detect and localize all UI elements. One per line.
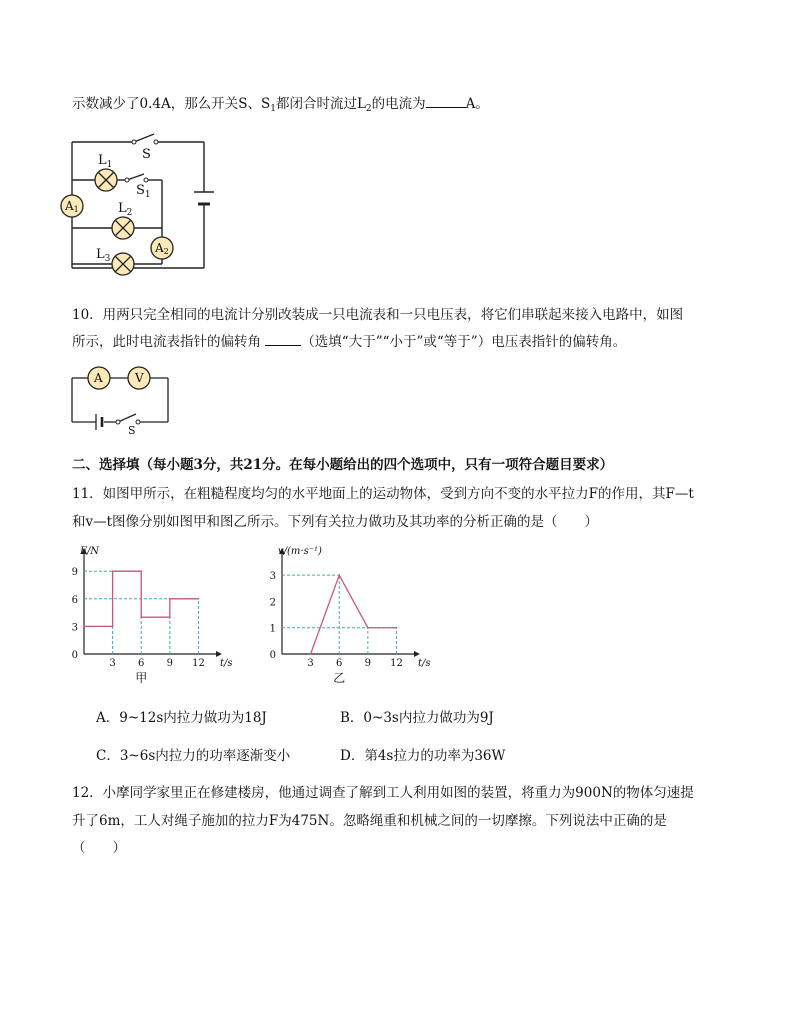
switch-s-label: S	[142, 147, 151, 162]
y-tick-label: 6	[71, 594, 78, 606]
y-tick-label: 0	[269, 650, 276, 661]
x-tick-label: 9	[364, 658, 372, 669]
lamp-l3-label: $L_3$	[96, 247, 111, 264]
x-tick-label: 12	[192, 658, 205, 669]
x-tick-label: 12	[390, 658, 403, 669]
f-t-chart	[60, 546, 233, 688]
circuit-diagram-1	[62, 130, 222, 276]
data-point	[367, 627, 369, 629]
y-tick-label: 1	[269, 623, 276, 635]
x-axis-arrow	[216, 651, 222, 657]
q9-part1: 示数减少了0.4A，那么开关S、S	[72, 96, 271, 112]
switch-s1-label: $S_1$	[136, 183, 151, 200]
y-tick-label: 9	[71, 567, 78, 579]
chart-title: 甲	[135, 671, 148, 685]
ammeter-label: A	[94, 371, 103, 385]
y-axis-label: F/N	[80, 546, 100, 557]
option-a[interactable]: A．9~12s内拉力做功为18J	[96, 710, 267, 726]
q9-part2: 都闭合时流过L	[275, 96, 366, 112]
answer-blank[interactable]	[265, 335, 301, 346]
data-point	[112, 570, 114, 572]
x-tick-label: 6	[336, 658, 343, 669]
circuit-diagram-2	[66, 364, 176, 436]
data-point	[169, 616, 171, 618]
option-d[interactable]: D．第4s拉力的功率为36W	[340, 748, 506, 764]
lamp-l1-label: $L_1$	[98, 153, 113, 170]
x-axis-arrow	[414, 651, 420, 657]
x-tick-label: 9	[166, 658, 174, 669]
data-point	[140, 616, 142, 618]
data-point	[338, 574, 340, 576]
q10-line1: 10．用两只完全相同的电流计分别改装成一只电流表和一只电压表，将它们串联起来接入电路中，如图	[72, 307, 684, 323]
q10-line2b: （选填“大于”“小于”或“等于”）电压表指针的偏转角。	[301, 334, 627, 350]
data-point	[198, 598, 200, 600]
q11-line2: 和v—t图像分别如图甲和图乙所示。下列有关拉力做功及其功率的分析正确的是（ ）	[72, 514, 599, 530]
x-axis-label: t/s	[220, 658, 233, 669]
q12-line1: 12．小摩同学家里正在修建楼房，他通过调查了解到工人利用如图的装置，将重力为900N的物体匀速提	[72, 785, 694, 801]
q9-sub1: 1	[270, 104, 276, 114]
data-point	[310, 653, 312, 655]
data-point	[83, 626, 85, 628]
v-t-chart	[258, 546, 431, 688]
q10-line2	[72, 330, 626, 350]
y-tick-label: 0	[71, 650, 78, 661]
series-line	[311, 575, 397, 654]
q10-line2a: 所示，此时电流表指针的偏转角	[72, 334, 261, 350]
y-tick-label: 3	[71, 622, 78, 634]
q9-sub2: 2	[365, 104, 372, 114]
data-point	[112, 626, 114, 628]
y-tick-label: 2	[269, 597, 276, 609]
voltmeter-label: V	[135, 371, 144, 385]
q9-part3: 的电流为	[371, 96, 426, 112]
q11-line1: 11．如图甲所示，在粗糙程度均匀的水平地面上的运动物体，受到方向不变的水平拉力F的作用，其F—t	[72, 486, 694, 502]
answer-blank[interactable]	[426, 97, 466, 108]
x-tick-label: 6	[138, 658, 145, 669]
section-title: 二、选择填（每小题3分，共21分。在每小题给出的四个选项中，只有一项符合题目要求）	[72, 457, 614, 473]
option-c[interactable]: C．3~6s内拉力的功率逐渐变小	[96, 748, 291, 764]
data-point	[396, 627, 398, 629]
switch-label: S	[128, 424, 136, 437]
x-tick-label: 3	[307, 658, 314, 669]
q12-line3: （ ）	[72, 840, 126, 856]
q9-part4: A。	[465, 96, 489, 112]
q9-text	[72, 92, 489, 114]
y-tick-label: 3	[269, 571, 276, 583]
ammeter-a2-label: A2	[155, 241, 169, 256]
x-axis-label: t/s	[418, 658, 431, 669]
data-point	[169, 598, 171, 600]
x-tick-label: 3	[109, 658, 116, 669]
q12-line2: 升了6m，工人对绳子施加的拉力F为475N。忽略绳重和机械之间的一切摩擦。下列说法中正确的是	[72, 813, 667, 829]
data-point	[140, 570, 142, 572]
chart-title: 乙	[333, 671, 346, 685]
y-axis-label: v/(m·s⁻¹)	[278, 546, 322, 557]
ammeter-a1-label: A1	[65, 199, 79, 214]
option-b[interactable]: B．0~3s内拉力做功为9J	[340, 710, 494, 726]
lamp-l2-label: $L_2$	[118, 201, 133, 218]
